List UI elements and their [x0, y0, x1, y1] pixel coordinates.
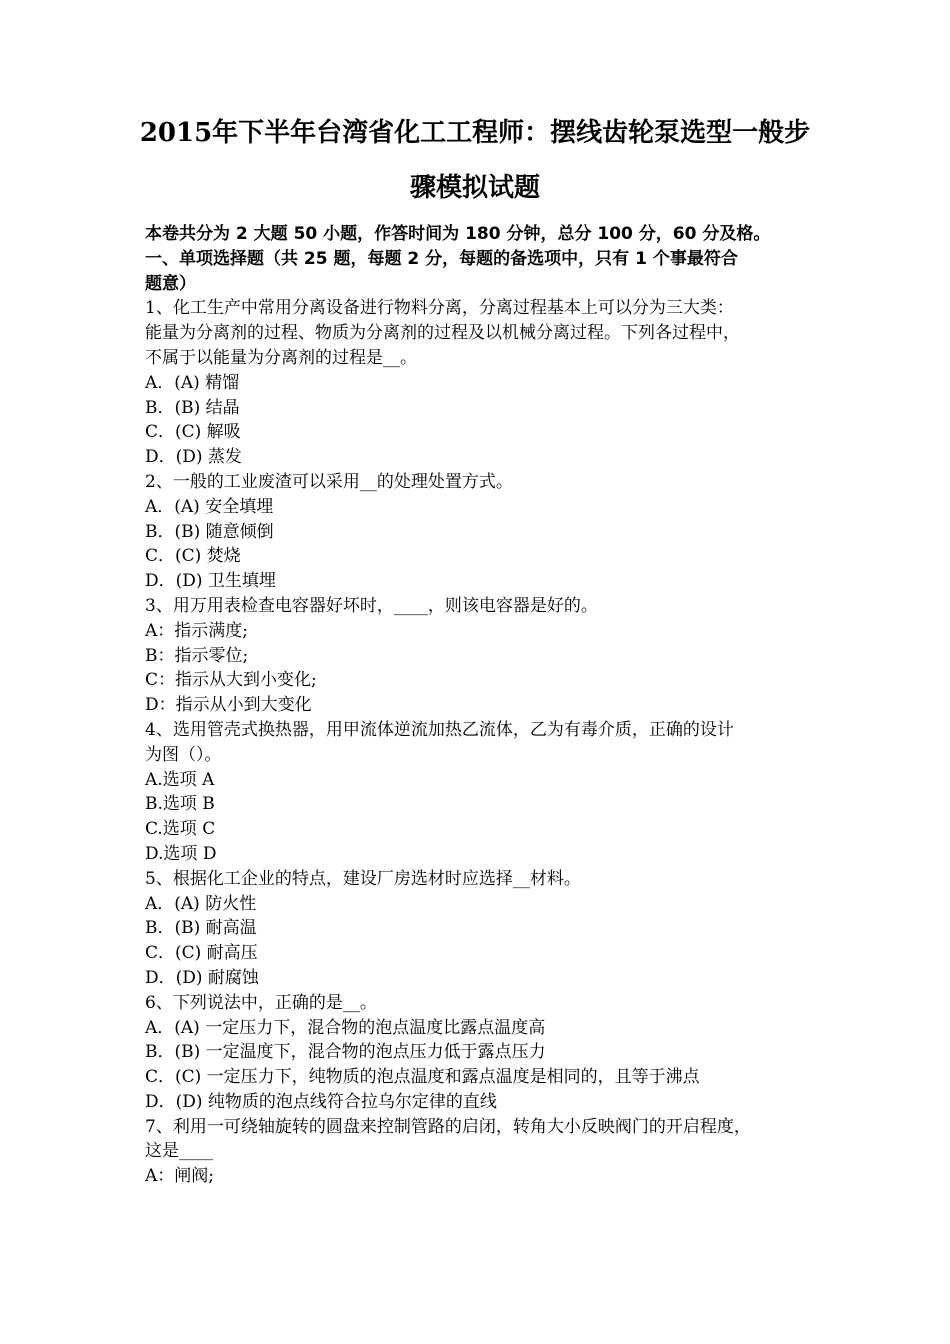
answer-option: B．(B) 耐高温 — [145, 918, 257, 939]
answer-option: A.选项 A — [145, 769, 215, 790]
exam-intro: 本卷共分为 2 大题 50 小题，作答时间为 180 分钟，总分 100 分，60 分及格。 — [145, 224, 771, 244]
answer-option: A．(A) 防火性 — [145, 893, 257, 914]
question-stem-line: 7、利用一可绕轴旋转的圆盘来控制管路的启闭，转角大小反映阀门的开启程度， — [145, 1116, 751, 1137]
answer-option: A：指示满度; — [145, 620, 249, 641]
answer-option: D.选项 D — [145, 843, 217, 864]
question-stem-line: 2、一般的工业废渣可以采用__的处理处置方式。 — [145, 471, 513, 492]
answer-option: C．(C) 耐高压 — [145, 943, 258, 964]
document-body — [145, 222, 815, 1189]
answer-option: B.选项 B — [145, 794, 215, 815]
answer-option: A．(A) 一定压力下，混合物的泡点温度比露点温度高 — [145, 1017, 546, 1038]
answer-option: A：闸阀; — [145, 1166, 215, 1187]
section-heading-line-1: 一、单项选择题（共 25 题，每题 2 分，每题的备选项中，只有 1 个事最符合 — [145, 248, 738, 269]
question-list — [145, 296, 815, 1189]
answer-option: D．(D) 纯物质的泡点线符合拉乌尔定律的直线 — [145, 1091, 497, 1112]
answer-option: B．(B) 一定温度下，混合物的泡点压力低于露点压力 — [145, 1042, 546, 1063]
answer-option: C．(C) 解吸 — [145, 422, 241, 443]
answer-option: C.选项 C — [145, 819, 216, 840]
document-title-line-1: 2015年下半年台湾省化工工程师：摆线齿轮泵选型一般步 — [139, 118, 811, 148]
question-stem-line: 能量为分离剂的过程、物质为分离剂的过程及以机械分离过程。下列各过程中， — [145, 323, 740, 344]
question-stem-line: 6、下列说法中，正确的是__。 — [145, 992, 377, 1013]
answer-option: A．(A) 精馏 — [145, 372, 240, 393]
answer-option: D．(D) 卫生填埋 — [145, 571, 276, 592]
answer-option: B．(B) 结晶 — [145, 397, 240, 418]
question-2 — [145, 470, 815, 594]
answer-option: B：指示零位; — [145, 645, 249, 666]
question-stem-line: 5、根据化工企业的特点，建设厂房选材时应选择__材料。 — [145, 868, 581, 889]
answer-option: B．(B) 随意倾倒 — [145, 521, 274, 542]
question-5 — [145, 867, 815, 991]
question-7 — [145, 1115, 815, 1189]
question-stem-line: 3、用万用表检查电容器好坏时，____，则该电容器是好的。 — [145, 595, 598, 616]
answer-option: D．(D) 蒸发 — [145, 447, 242, 468]
question-stem-line: 不属于以能量为分离剂的过程是__。 — [145, 347, 417, 368]
section-heading-line-2: 题意） — [145, 273, 196, 294]
answer-option: C．(C) 焚烧 — [145, 546, 241, 567]
question-stem-line: 为图（）。 — [145, 744, 222, 765]
answer-option: C：指示从大到小变化; — [145, 670, 317, 691]
answer-option: A．(A) 安全填埋 — [145, 496, 274, 517]
question-3 — [145, 594, 815, 718]
answer-option: C．(C) 一定压力下，纯物质的泡点温度和露点温度是相同的，且等于沸点 — [145, 1067, 700, 1088]
question-stem-line: 1、化工生产中常用分离设备进行物料分离，分离过程基本上可以分为三大类： — [145, 298, 734, 319]
question-6 — [145, 991, 815, 1115]
answer-option: D：指示从小到大变化 — [145, 695, 312, 716]
question-4 — [145, 718, 815, 867]
document-title-line-2: 骤模拟试题 — [409, 173, 540, 203]
question-stem-line: 这是____ — [145, 1141, 213, 1162]
question-stem-line: 4、选用管壳式换热器，用甲流体逆流加热乙流体，乙为有毒介质，正确的设计 — [145, 719, 734, 740]
answer-option: D．(D) 耐腐蚀 — [145, 967, 259, 988]
question-1 — [145, 296, 815, 470]
